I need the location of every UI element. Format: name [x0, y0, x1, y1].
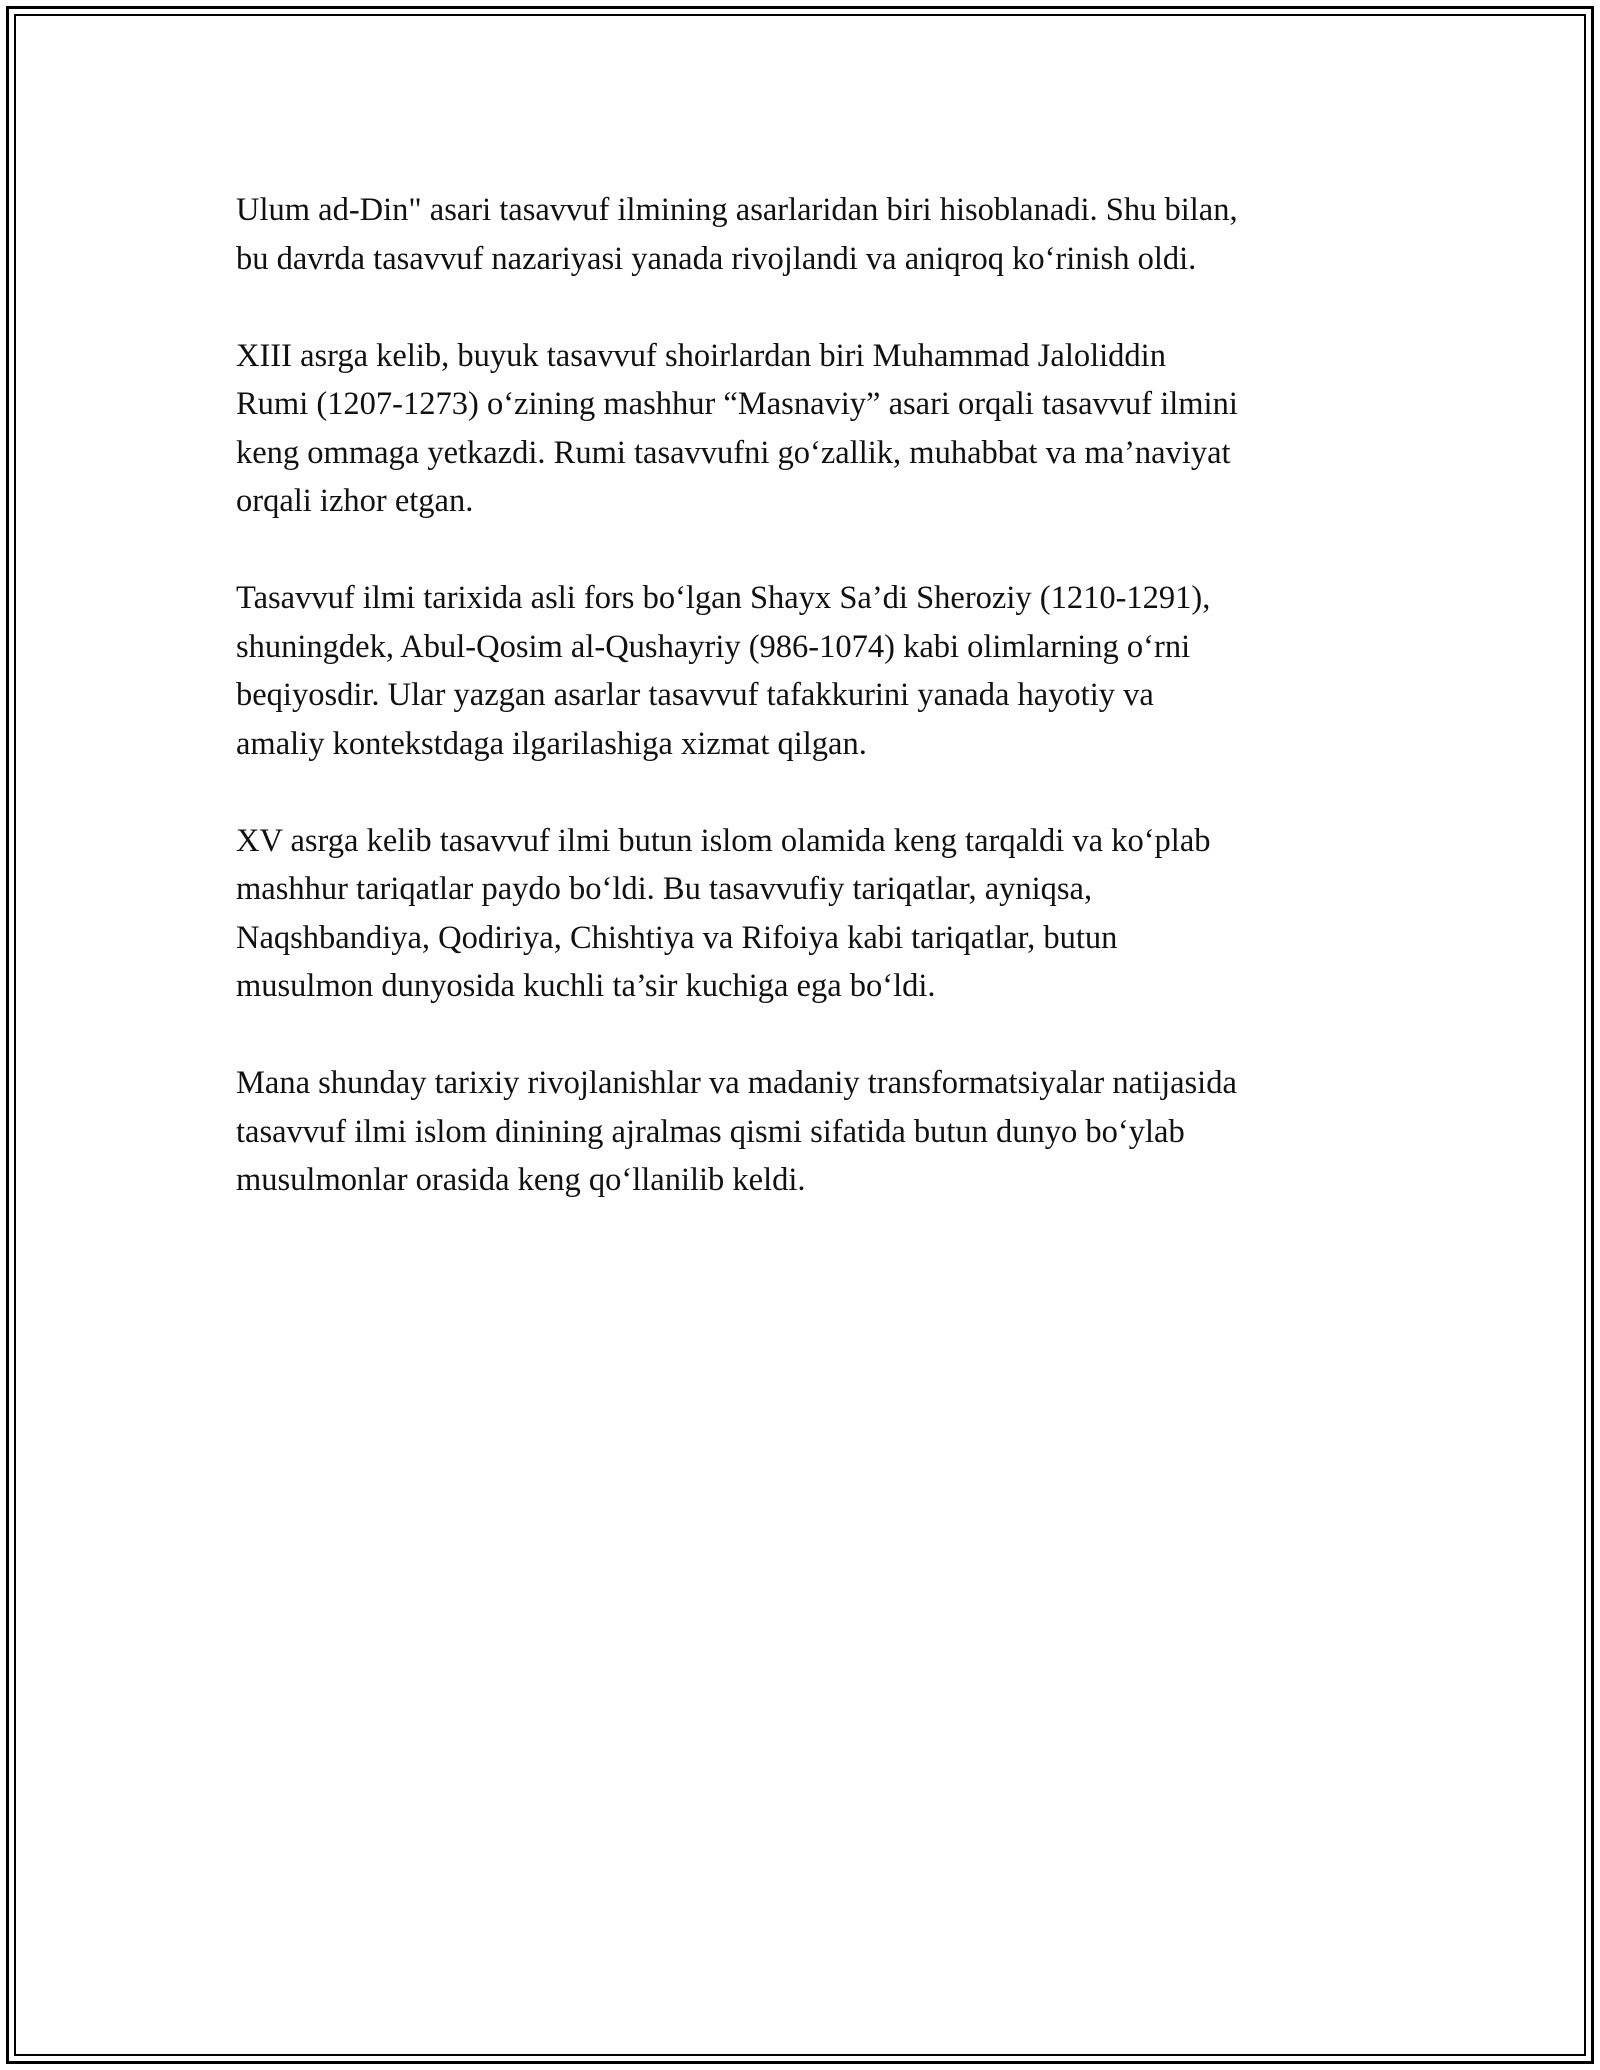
text-line: beqiyosdir. Ular yazgan asarlar tasavvuf tafakkurini yanada hayotiy va	[236, 677, 1154, 713]
document-body	[236, 186, 1376, 1253]
text-line: orqali izhor etgan.	[236, 483, 474, 519]
text-line: musulmonlar orasida keng qoʻllanilib keldi.	[236, 1162, 806, 1198]
text-line: Ulum ad-Din" asari tasavvuf ilmining asarlaridan biri hisoblanadi. Shu bilan,	[236, 192, 1238, 228]
text-line: mashhur tariqatlar paydo boʻldi. Bu tasavvufiy tariqatlar, ayniqsa,	[236, 871, 1093, 907]
text-line: XV asrga kelib tasavvuf ilmi butun islom olamida keng tarqaldi va koʻplab	[236, 822, 1211, 859]
text-line: amaliy kontekstdaga ilgarilashiga xizmat qilgan.	[236, 725, 867, 762]
paragraph-5	[236, 1059, 1376, 1205]
paragraph-3	[236, 574, 1376, 768]
text-line: shuningdek, Abul-Qosim al-Qushayriy (986-1074) kabi olimlarning oʻrni	[236, 628, 1191, 665]
text-line: keng ommaga yetkazdi. Rumi tasavvufni goʻzallik, muhabbat va ma’naviyat	[236, 434, 1231, 471]
text-line: tasavvuf ilmi islom dinining ajralmas qismi sifatida butun dunyo boʻylab	[236, 1113, 1185, 1150]
text-line: Rumi (1207-1273) oʻzining mashhur “Masnaviy” asari orqali tasavvuf ilmini	[236, 386, 1238, 422]
paragraph-4	[236, 817, 1376, 1011]
text-line: Mana shunday tarixiy rivojlanishlar va madaniy transformatsiyalar natijasida	[236, 1065, 1237, 1101]
text-line: Tasavvuf ilmi tarixida asli fors boʻlgan Shayx Sa’di Sheroziy (1210-1291),	[236, 580, 1211, 616]
text-line: musulmon dunyosida kuchli ta’sir kuchiga ega boʻldi.	[236, 968, 936, 1004]
text-line: bu davrda tasavvuf nazariyasi yanada rivojlandi va aniqroq koʻrinish oldi.	[236, 240, 1197, 277]
text-line: Naqshbandiya, Qodiriya, Chishtiya va Rifoiya kabi tariqatlar, butun	[236, 919, 1118, 956]
paragraph-2	[236, 332, 1376, 526]
text-line: XIII asrga kelib, buyuk tasavvuf shoirlardan biri Muhammad Jaloliddin	[236, 337, 1166, 374]
paragraph-1	[236, 186, 1376, 283]
